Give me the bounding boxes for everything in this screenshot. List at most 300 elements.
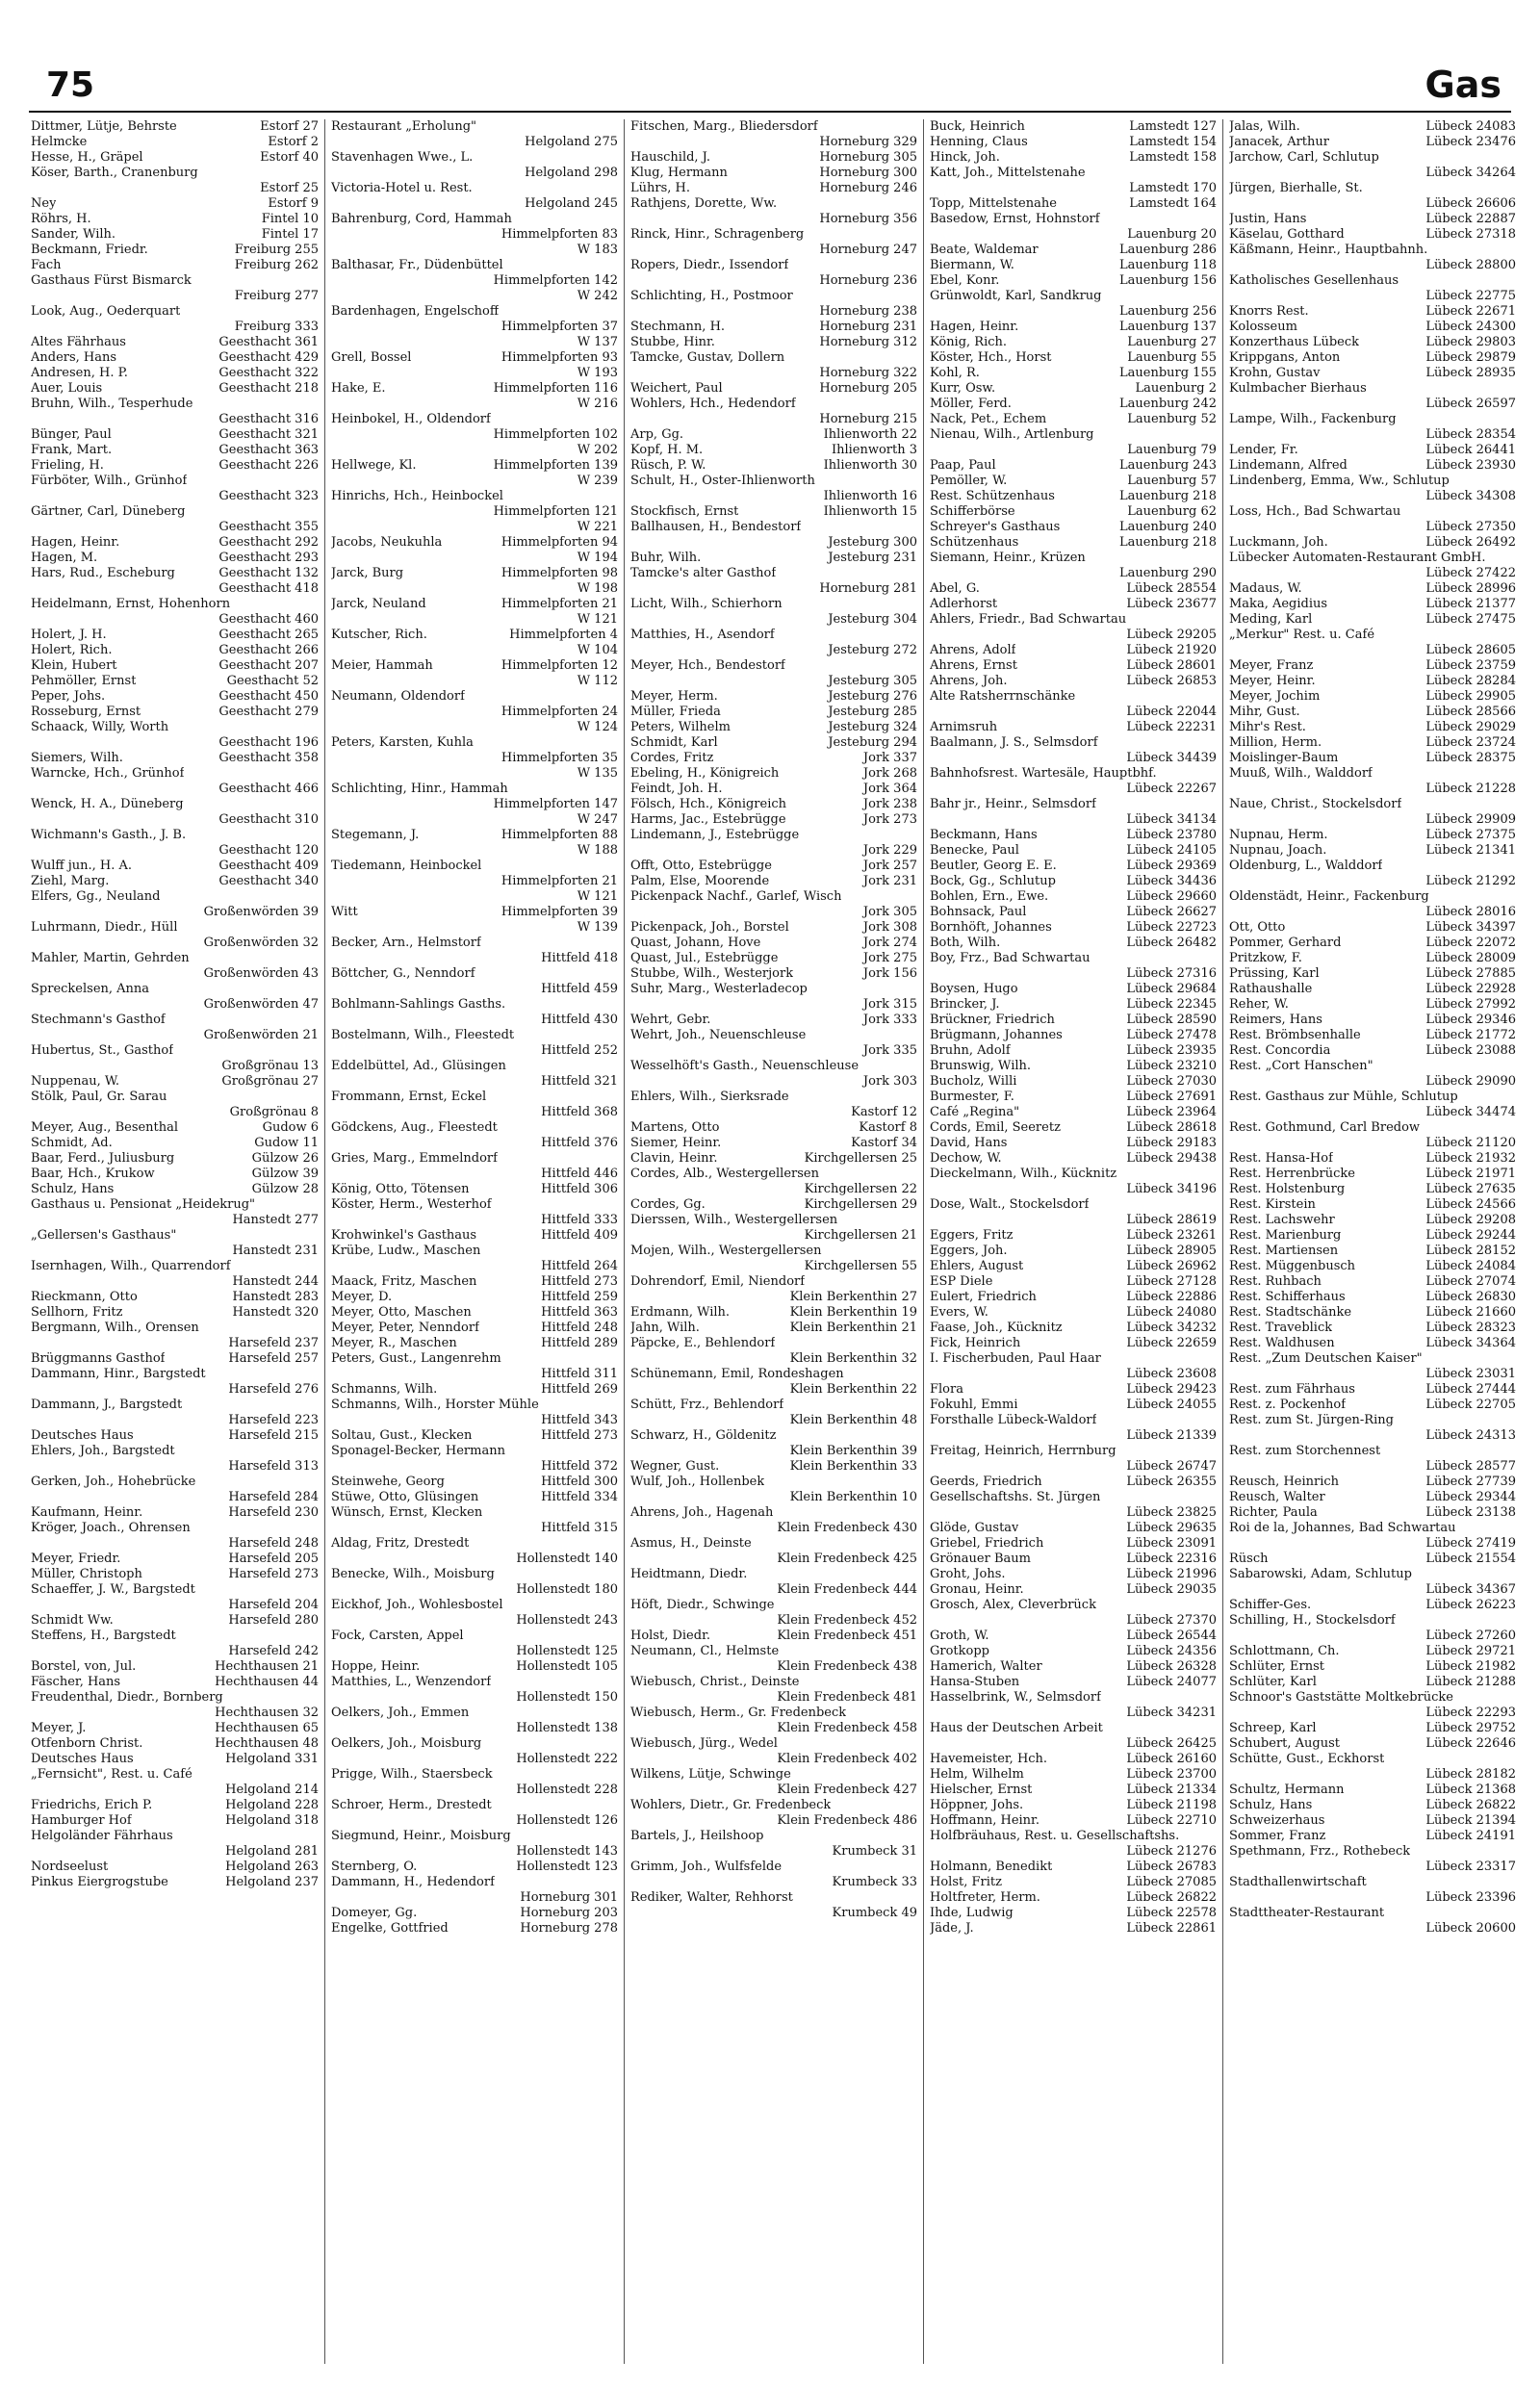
directory-entry <box>930 936 1217 951</box>
directory-entry <box>930 1244 1217 1259</box>
entry-exchange-number: Lübeck 28605 <box>1425 643 1516 657</box>
directory-entry <box>930 397 1217 412</box>
entry-name: Sander, Wilh. <box>31 227 116 242</box>
entry-name: Jacobs, Neukuhla <box>331 535 443 550</box>
entry-exchange-number: Lübeck 34134 <box>1126 812 1217 827</box>
entry-name: Abel, G. <box>930 581 980 596</box>
entry-exchange-number: Lübeck 27074 <box>1425 1274 1516 1289</box>
entry-exchange-number: Lübeck 23700 <box>1126 1767 1217 1782</box>
entry-exchange-number: Horneburg 236 <box>819 273 917 288</box>
entry-name: Groth, W. <box>930 1629 989 1643</box>
directory-entry <box>630 705 917 720</box>
entry-name: Quast, Jul., Estebrügge <box>630 951 779 965</box>
directory-entry <box>930 905 1217 920</box>
entry-exchange-number: Lübeck 34232 <box>1126 1321 1217 1335</box>
directory-entry <box>31 504 319 535</box>
directory-entry <box>930 828 1217 843</box>
directory-entry <box>331 1428 618 1444</box>
entry-exchange-number: W 221 <box>577 520 618 534</box>
entry-exchange-number <box>1512 1567 1516 1582</box>
entry-name: Meyer, Herm. <box>630 689 718 704</box>
entry-exchange-number: Lübeck 27635 <box>1425 1182 1516 1196</box>
entry-name: Bruhn, Adolf <box>930 1043 1011 1058</box>
entry-continuation <box>56 843 215 859</box>
entry-name: Hielscher, Ernst <box>930 1783 1033 1797</box>
entry-continuation <box>356 1167 537 1182</box>
directory-entry <box>31 1567 319 1582</box>
entry-name: Klein, Hubert <box>31 658 117 673</box>
entry-exchange-number: Lauenburg 118 <box>1119 258 1217 272</box>
entry-name: Henning, Claus <box>930 135 1028 149</box>
entry-exchange-number <box>913 1505 917 1521</box>
entry-name: Meyer, Otto, Maschen <box>331 1305 472 1320</box>
entry-exchange-number: Geesthacht 321 <box>218 427 319 442</box>
entry-name: Weichert, Paul <box>630 381 723 396</box>
entry-exchange-number: Geesthacht 52 <box>226 674 319 688</box>
entry-exchange-number: W 112 <box>577 674 618 688</box>
entry-exchange-number: Lübeck 34196 <box>1126 1182 1217 1196</box>
entry-continuation <box>655 273 815 289</box>
entry-exchange-number <box>913 1398 917 1413</box>
entry-name: Holtfreter, Herm. <box>930 1890 1040 1905</box>
entry-continuation <box>356 504 490 520</box>
entry-continuation <box>56 1844 221 1860</box>
entry-exchange-number <box>1512 1090 1516 1105</box>
entry-name: Hesse, H., Gräpel <box>31 150 143 165</box>
directory-entry <box>930 381 1217 397</box>
entry-continuation <box>1254 427 1422 443</box>
entry-exchange-number <box>614 412 618 427</box>
directory-entry <box>1229 443 1516 458</box>
entry-name: Ballhausen, H., Bendestorf <box>630 520 802 534</box>
entry-exchange-number: Lübeck 22659 <box>1126 1336 1217 1350</box>
entry-exchange-number: Lübeck 29635 <box>1126 1521 1217 1535</box>
entry-continuation <box>356 289 574 304</box>
entry-name: Gronau, Heinr. <box>930 1582 1024 1597</box>
entry-continuation <box>56 1028 200 1043</box>
entry-exchange-number: Lübeck 27422 <box>1425 566 1516 580</box>
directory-entry <box>930 982 1217 997</box>
entry-name: Rest. „Zum Deutschen Kaiser" <box>1229 1351 1423 1366</box>
directory-entry <box>31 1351 319 1367</box>
entry-exchange-number: Jork 273 <box>862 812 917 827</box>
directory-entry <box>1229 119 1516 135</box>
entry-name: Wohlers, Hch., Hedendorf <box>630 397 796 411</box>
entry-exchange-number: Lübeck 21334 <box>1126 1783 1217 1797</box>
entry-continuation <box>356 1136 537 1151</box>
entry-name: Helmcke <box>31 135 88 149</box>
entry-continuation <box>356 951 537 966</box>
directory-entry <box>1229 828 1516 843</box>
entry-exchange-number: Himmelpforten 12 <box>500 658 618 673</box>
entry-name: Holst, Diedr. <box>630 1629 710 1643</box>
entry-exchange-number: Lübeck 26962 <box>1126 1259 1217 1273</box>
entry-exchange-number <box>614 997 618 1013</box>
entry-exchange-number: Himmelpforten 39 <box>500 905 618 919</box>
entry-exchange-number: Freiburg 277 <box>234 289 319 303</box>
entry-name: Hubertus, St., Gasthof <box>31 1043 174 1058</box>
entry-exchange-number: Jork 333 <box>862 1013 917 1027</box>
entry-exchange-number: Klein Berkenthin 10 <box>789 1490 917 1504</box>
entry-exchange-number: Lübeck 21288 <box>1425 1675 1516 1689</box>
entry-exchange-number: Horneburg 231 <box>819 320 917 334</box>
entry-exchange-number: Lauenburg 137 <box>1119 320 1217 334</box>
directory-entry <box>1229 1321 1516 1336</box>
directory-entry <box>630 766 917 782</box>
entry-name: Rest. zum St. Jürgen-Ring <box>1229 1413 1394 1427</box>
directory-entry <box>1229 982 1516 997</box>
entry-exchange-number: Lübeck 34231 <box>1126 1706 1217 1720</box>
directory-entry <box>1229 1783 1516 1798</box>
entry-exchange-number <box>913 828 917 843</box>
directory-entry <box>630 1197 917 1213</box>
directory-entry <box>1229 320 1516 335</box>
entry-continuation <box>1254 1105 1422 1120</box>
entry-continuation <box>655 1351 786 1367</box>
entry-exchange-number: Lübeck 22861 <box>1126 1921 1217 1936</box>
entry-continuation <box>955 628 1122 643</box>
entry-continuation <box>56 289 231 304</box>
entry-exchange-number <box>1213 1490 1217 1505</box>
directory-entry <box>630 181 917 196</box>
entry-name: Kolosseum <box>1229 320 1297 334</box>
entry-name: Brunswig, Wilh. <box>930 1059 1032 1073</box>
entry-name: Meding, Karl <box>1229 612 1313 627</box>
entry-name: Wulf, Joh., Hollenbek <box>630 1475 765 1489</box>
directory-entry <box>930 520 1217 535</box>
entry-continuation <box>955 304 1116 320</box>
entry-continuation <box>1254 643 1422 658</box>
directory-entry <box>1229 243 1516 273</box>
directory-entry <box>1229 920 1516 936</box>
entry-exchange-number: Jork 275 <box>862 951 917 965</box>
entry-name: Ahrens, Ernst <box>930 658 1017 673</box>
entry-name: Wulff jun., H. A. <box>31 859 133 873</box>
entry-name: Bostelmann, Wilh., Fleestedt <box>331 1028 515 1042</box>
entry-exchange-number: Jork 231 <box>862 874 917 888</box>
entry-name: Engelke, Gottfried <box>331 1921 449 1936</box>
entry-name: Bornhöft, Johannes <box>930 920 1052 935</box>
entry-name: Siegmund, Heinr., Moisburg <box>331 1829 511 1843</box>
entry-exchange-number: Lübeck 28800 <box>1425 258 1516 272</box>
entry-name: Luhrmann, Diedr., Hüll <box>31 920 178 935</box>
directory-entry <box>1229 705 1516 720</box>
entry-exchange-number <box>614 1197 618 1213</box>
entry-name: Jarck, Neuland <box>331 597 426 611</box>
directory-entry <box>1229 1644 1516 1659</box>
directory-entry <box>1229 628 1516 658</box>
directory-entry <box>630 350 917 381</box>
entry-exchange-number: Lübeck 28152 <box>1425 1244 1516 1258</box>
directory-entry <box>1229 366 1516 381</box>
directory-entry <box>31 1521 319 1552</box>
entry-name: Naue, Christ., Stockelsdorf <box>1229 797 1402 811</box>
entry-continuation <box>356 1752 512 1767</box>
entry-continuation <box>356 1213 537 1228</box>
directory-entry <box>1229 997 1516 1013</box>
entry-name: Rest. Müggenbusch <box>1229 1259 1356 1273</box>
directory-entry <box>630 335 917 350</box>
entry-exchange-number: Lübeck 21276 <box>1126 1844 1217 1859</box>
entry-exchange-number: Geesthacht 355 <box>218 520 319 534</box>
entry-continuation <box>955 782 1122 797</box>
entry-name: Dammann, Hinr., Bargstedt <box>31 1367 206 1381</box>
entry-exchange-number <box>1213 1444 1217 1459</box>
entry-exchange-number: Lübeck 21292 <box>1425 874 1516 888</box>
entry-exchange-number: Lübeck 29205 <box>1126 628 1217 642</box>
entry-exchange-number <box>1213 612 1217 628</box>
directory-entry <box>1229 1090 1516 1120</box>
entry-name: Spethmann, Frz., Rothebeck <box>1229 1844 1411 1859</box>
entry-name: Rest. Waldhusen <box>1229 1336 1335 1350</box>
entry-exchange-number <box>614 1598 618 1613</box>
entry-exchange-number: Lübeck 24080 <box>1126 1305 1217 1320</box>
entry-exchange-number: Großgrönau 8 <box>229 1105 319 1119</box>
entry-exchange-number: Lübeck 23091 <box>1126 1536 1217 1551</box>
entry-continuation <box>1254 258 1422 273</box>
entry-exchange-number: Harsefeld 257 <box>228 1351 319 1366</box>
entry-exchange-number: Geesthacht 358 <box>218 751 319 765</box>
entry-continuation <box>655 1690 773 1706</box>
entry-exchange-number <box>614 782 618 797</box>
entry-exchange-number: Hittfeld 315 <box>541 1521 618 1535</box>
entry-exchange-number: Lübeck 29183 <box>1126 1136 1217 1150</box>
directory-entry <box>31 1290 319 1305</box>
entry-exchange-number: Klein Berkenthin 39 <box>789 1444 917 1458</box>
entry-exchange-number: Lübeck 29208 <box>1425 1213 1516 1227</box>
entry-name: Beckmann, Friedr. <box>31 243 148 257</box>
entry-exchange-number: Lübeck 27691 <box>1126 1090 1217 1104</box>
entry-exchange-number: Himmelpforten 102 <box>493 427 618 442</box>
directory-entry <box>31 227 319 243</box>
entry-name: Griebel, Friedrich <box>930 1536 1044 1551</box>
entry-exchange-number <box>614 1875 618 1890</box>
entry-exchange-number: Lübeck 28009 <box>1425 951 1516 965</box>
entry-name: Stechmann's Gasthof <box>31 1013 166 1027</box>
entry-name: Fach <box>31 258 62 272</box>
entry-exchange-number: Lübeck 26482 <box>1126 936 1217 950</box>
entry-exchange-number: Helgoland 214 <box>225 1783 319 1797</box>
entry-name: Kurr, Osw. <box>930 381 996 396</box>
directory-entry <box>930 458 1217 474</box>
directory-entry <box>930 674 1217 689</box>
entry-continuation <box>356 889 574 905</box>
entry-name: Mihr's Rest. <box>1229 720 1306 734</box>
entry-exchange-number: Geesthacht 316 <box>218 412 319 426</box>
directory-entry <box>331 1860 618 1875</box>
entry-exchange-number: Hanstedt 320 <box>232 1305 319 1320</box>
directory-entry <box>331 612 618 628</box>
directory-entry <box>930 412 1217 427</box>
entry-exchange-number <box>614 735 618 751</box>
directory-entry <box>31 1074 319 1090</box>
entry-exchange-number: Fintel 10 <box>261 212 319 226</box>
entry-exchange-number: Lübeck 24356 <box>1126 1644 1217 1658</box>
directory-entry <box>31 381 319 397</box>
entry-continuation <box>1254 782 1422 797</box>
entry-name: David, Hans <box>930 1136 1008 1150</box>
directory-entry <box>630 1213 917 1244</box>
entry-exchange-number: Lamstedt 154 <box>1129 135 1217 149</box>
entry-name: Rüsch <box>1229 1552 1269 1566</box>
entry-continuation <box>1254 1767 1422 1783</box>
directory-entry <box>31 720 319 751</box>
entry-exchange-number: Himmelpforten 24 <box>500 705 618 719</box>
entry-name: Bartels, J., Heilshoop <box>630 1829 764 1843</box>
entry-exchange-number <box>913 1274 917 1290</box>
entry-exchange-number <box>614 1736 618 1752</box>
entry-exchange-number: Lübeck 23780 <box>1126 828 1217 842</box>
entry-name: Hars, Rud., Escheburg <box>31 566 175 580</box>
entry-exchange-number: Hechthausen 44 <box>215 1675 319 1689</box>
entry-exchange-number <box>913 1167 917 1182</box>
entry-exchange-number: Hechthausen 32 <box>215 1706 319 1720</box>
entry-name: Ihde, Ludwig <box>930 1906 1014 1920</box>
directory-entry <box>1229 797 1516 828</box>
entry-continuation <box>655 535 824 551</box>
directory-entry <box>31 1860 319 1875</box>
directory-entry <box>630 1459 917 1475</box>
entry-name: Lührs, H. <box>630 181 690 195</box>
entry-exchange-number: Lübeck 34367 <box>1425 1582 1516 1597</box>
directory-entry <box>630 828 917 859</box>
entry-exchange-number <box>614 1398 618 1413</box>
directory-entry <box>1229 412 1516 443</box>
entry-name: Hamerich, Walter <box>930 1659 1042 1674</box>
directory-entry <box>31 920 319 951</box>
entry-exchange-number <box>913 1367 917 1382</box>
directory-entry <box>331 150 618 181</box>
directory-entry <box>630 381 917 397</box>
entry-exchange-number: Lauenburg 62 <box>1127 504 1217 519</box>
entry-exchange-number <box>1512 1690 1516 1706</box>
entry-exchange-number: Lübeck 23317 <box>1425 1860 1516 1874</box>
entry-exchange-number: Klein Fredenbeck 430 <box>777 1521 917 1535</box>
directory-column <box>923 119 1222 2364</box>
entry-continuation <box>356 920 574 936</box>
directory-entry <box>630 966 917 982</box>
directory-entry <box>331 843 618 859</box>
directory-entry <box>31 643 319 658</box>
directory-entry <box>930 212 1217 243</box>
entry-name: Rest. z. Pockenhof <box>1229 1398 1347 1412</box>
entry-name: Tiedemann, Heinbockel <box>331 859 482 873</box>
entry-name: Meyer, Peter, Nenndorf <box>331 1321 479 1335</box>
entry-exchange-number <box>1213 289 1217 304</box>
directory-entry <box>930 150 1217 166</box>
entry-continuation <box>56 612 215 628</box>
entry-exchange-number <box>315 1367 319 1382</box>
entry-name: Peters, Gust., Langenrehm <box>331 1351 501 1366</box>
entry-continuation <box>655 412 815 427</box>
entry-name: Brincker, J. <box>930 997 1000 1012</box>
entry-continuation <box>56 782 215 797</box>
entry-exchange-number: Hittfeld 409 <box>541 1228 618 1243</box>
entry-name: Jalas, Wilh. <box>1229 119 1300 134</box>
entry-name: Oldenstädt, Heinr., Fackenburg <box>1229 889 1429 904</box>
entry-exchange-number: Lübeck 24566 <box>1425 1197 1516 1212</box>
entry-name: Heidtmann, Diedr. <box>630 1567 748 1581</box>
directory-entry <box>31 1167 319 1182</box>
entry-name: Beutler, Georg E. E. <box>930 859 1057 873</box>
entry-exchange-number: Jesteburg 300 <box>828 535 917 550</box>
directory-entry <box>31 1582 319 1613</box>
directory-entry <box>930 1197 1217 1228</box>
entry-name: Grosch, Alex, Cleverbrück <box>930 1598 1096 1612</box>
entry-name: Päpcke, E., Behlendorf <box>630 1336 776 1350</box>
entry-exchange-number: Großgrönau 27 <box>221 1074 319 1089</box>
entry-name: Kulmbacher Bierhaus <box>1229 381 1367 396</box>
entry-continuation <box>56 1598 224 1613</box>
entry-exchange-number <box>315 1398 319 1413</box>
directory-entry <box>1229 1336 1516 1351</box>
entry-exchange-number <box>913 1890 917 1906</box>
directory-entry <box>630 920 917 936</box>
directory-entry <box>1229 1413 1516 1444</box>
entry-name: Bahnhofsrest. Wartesäle, Hauptbhf. <box>930 766 1157 781</box>
directory-entry <box>331 1244 618 1274</box>
entry-name: Cordes, Alb., Westergellersen <box>630 1167 819 1181</box>
directory-entry <box>331 1490 618 1505</box>
entry-continuation <box>356 1552 512 1567</box>
directory-entry <box>630 812 917 828</box>
directory-entry <box>930 535 1217 551</box>
directory-entry <box>31 1305 319 1321</box>
entry-name: Krübe, Ludw., Maschen <box>331 1244 481 1258</box>
entry-name: Kaufmann, Heinr. <box>31 1505 143 1520</box>
entry-continuation <box>655 243 815 258</box>
entry-name: Peters, Wilhelm <box>630 720 731 734</box>
entry-exchange-number <box>1512 1613 1516 1629</box>
entry-exchange-number: Horneburg 312 <box>819 335 917 349</box>
entry-name: Stavenhagen Wwe., L. <box>331 150 474 165</box>
entry-exchange-number <box>913 1244 917 1259</box>
entry-exchange-number: Horneburg 203 <box>520 1906 618 1920</box>
entry-exchange-number: Lübeck 29344 <box>1425 1490 1516 1504</box>
entry-exchange-number: Lübeck 26830 <box>1425 1290 1516 1304</box>
entry-name: Rest. Brömbsenhalle <box>1229 1028 1361 1042</box>
entry-exchange-number: Ihlienworth 16 <box>823 489 917 503</box>
entry-name: Janacek, Arthur <box>1229 135 1329 149</box>
entry-name: Andresen, H. P. <box>31 366 128 380</box>
entry-name: Freitag, Heinrich, Herrnburg <box>930 1444 1116 1458</box>
entry-continuation <box>1254 1890 1422 1906</box>
directory-entry <box>1229 1659 1516 1675</box>
entry-exchange-number: Klein Fredenbeck 438 <box>777 1659 917 1674</box>
entry-exchange-number <box>614 258 618 273</box>
directory-entry <box>1229 504 1516 535</box>
entry-name: Domeyer, Gg. <box>331 1906 418 1920</box>
directory-entry <box>331 689 618 720</box>
entry-exchange-number <box>315 504 319 520</box>
entry-exchange-number <box>614 1059 618 1074</box>
entry-name: Käselau, Gotthard <box>1229 227 1345 242</box>
entry-exchange-number <box>614 1351 618 1367</box>
entry-name: Rest. zum Fährhaus <box>1229 1382 1355 1397</box>
directory-entry <box>331 1475 618 1490</box>
entry-name: Schlichting, Hinr., Hammah <box>331 782 508 796</box>
entry-name: Boy, Frz., Bad Schwartau <box>930 951 1091 965</box>
entry-exchange-number: Hollenstedt 123 <box>516 1860 618 1874</box>
entry-name: Eddelbüttel, Ad., Glüsingen <box>331 1059 506 1073</box>
entry-continuation <box>56 1382 224 1398</box>
entry-continuation <box>356 1844 512 1860</box>
directory-entry <box>1229 1521 1516 1552</box>
entry-exchange-number: Lamstedt 158 <box>1129 150 1217 165</box>
entry-exchange-number <box>614 1536 618 1552</box>
entry-exchange-number: Lübeck 21982 <box>1425 1659 1516 1674</box>
entry-exchange-number <box>614 1444 618 1459</box>
